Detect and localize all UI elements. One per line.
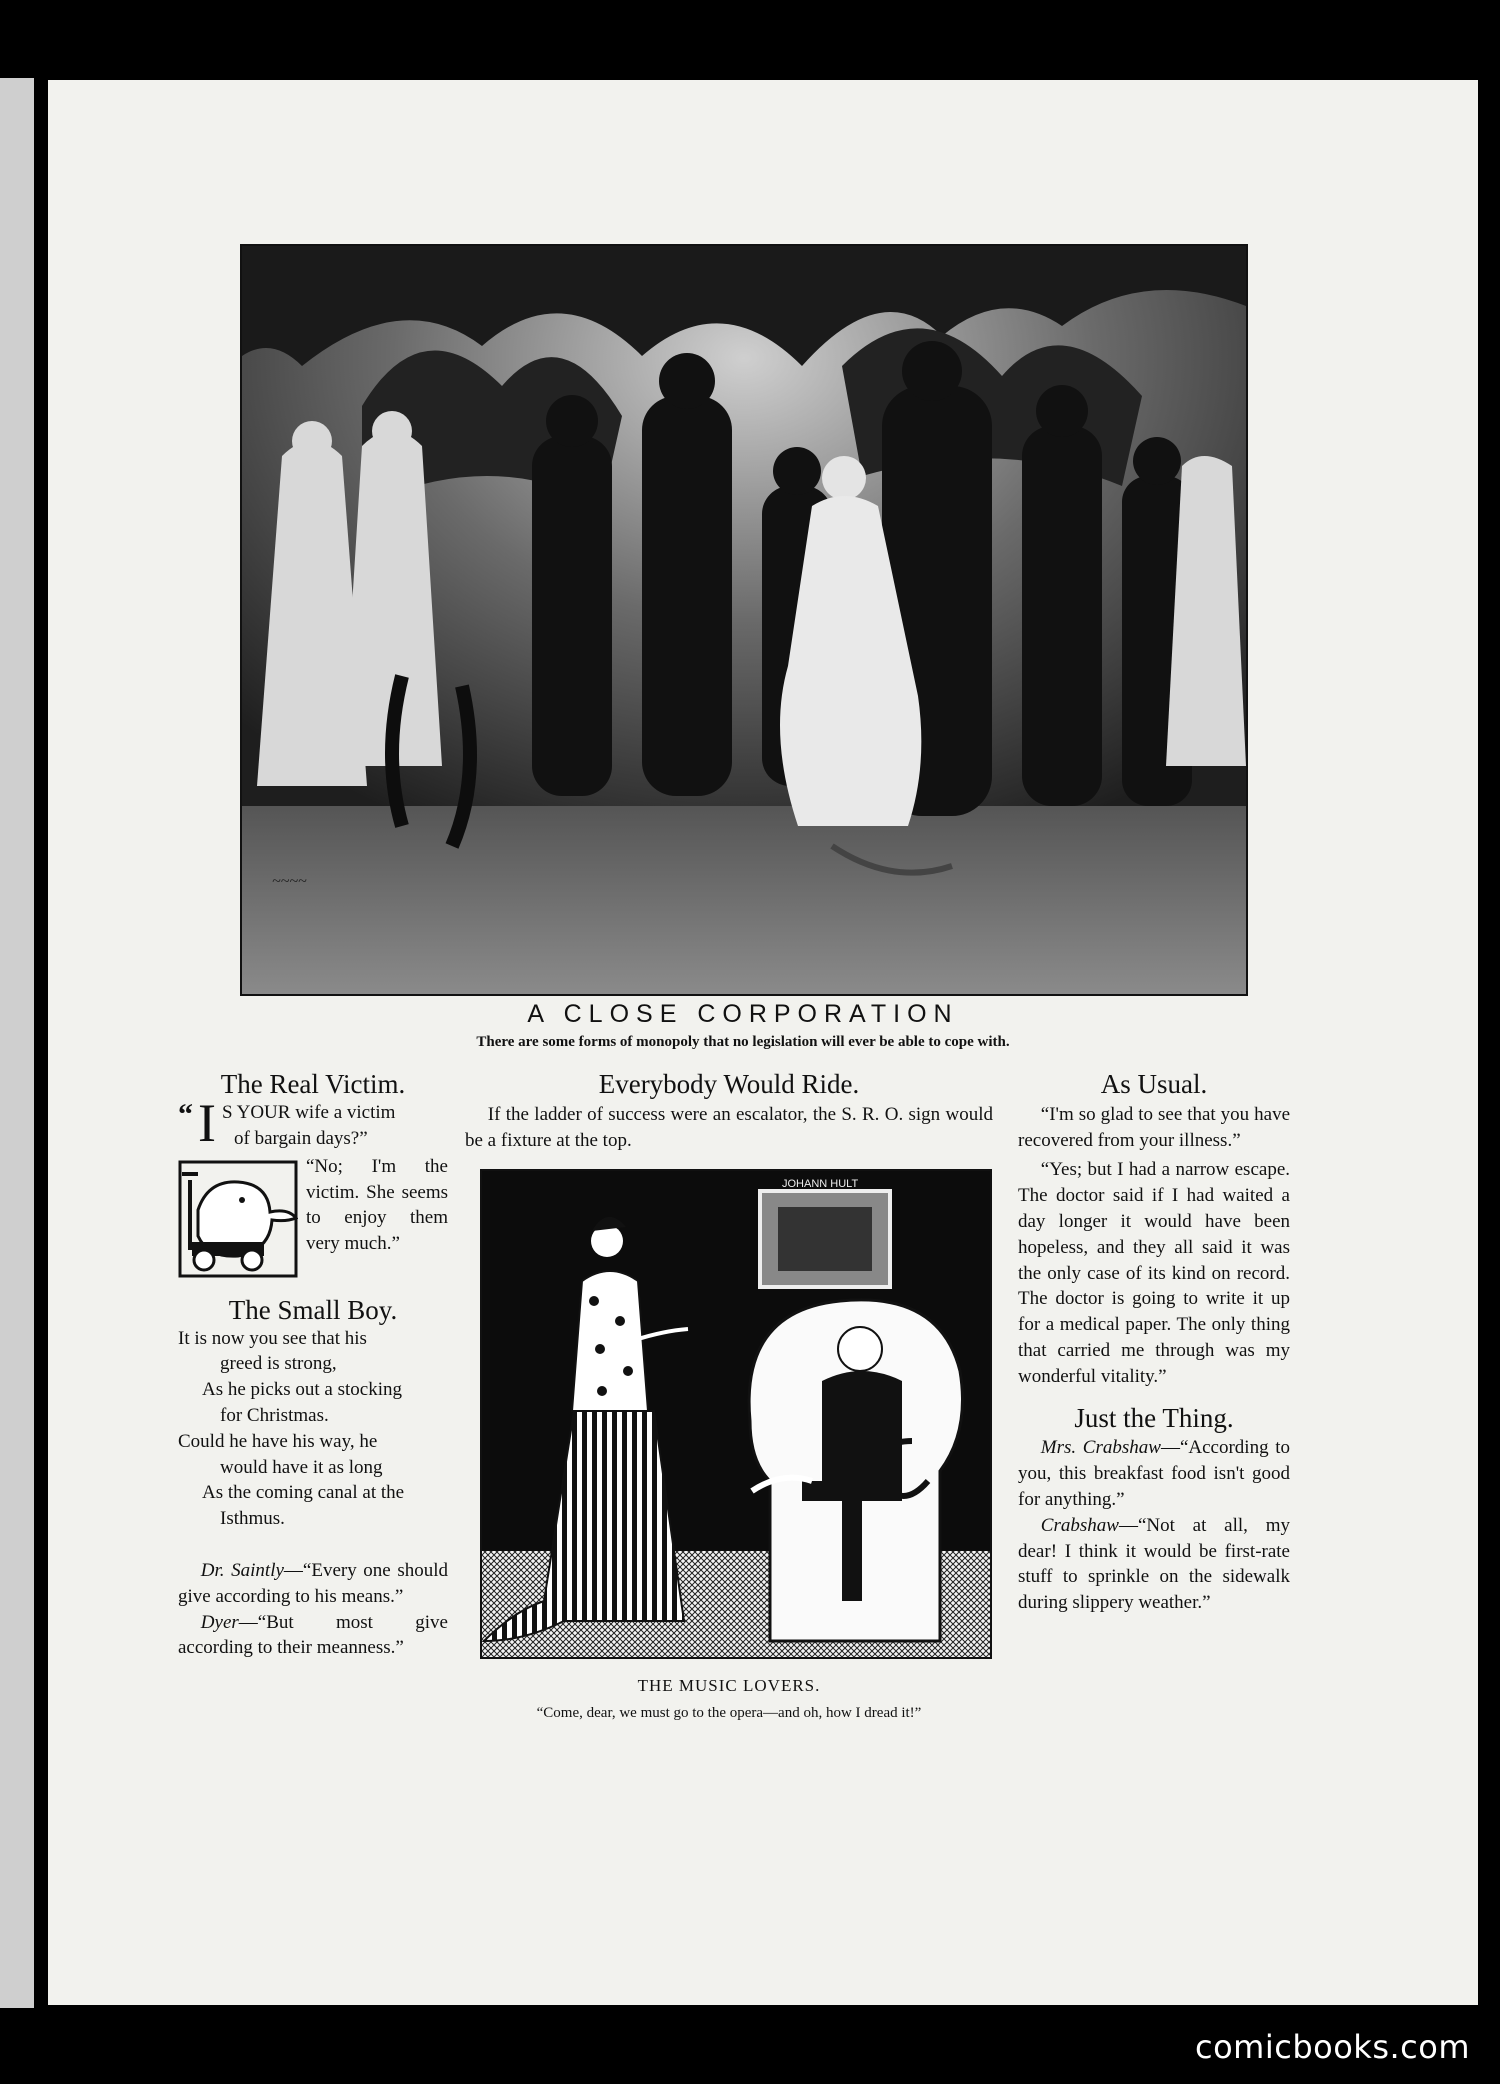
speaker-dyer: Dyer	[200, 1611, 239, 1633]
svg-text:~~~~: ~~~~	[272, 873, 307, 890]
poem-line: greed is strong,	[220, 1353, 337, 1375]
small-boy-poem	[178, 1326, 448, 1532]
poem-line: would have it as long	[220, 1456, 383, 1478]
as-usual-paragraph-1: “I'm so glad to see that you have recovered from your illness.”	[1018, 1103, 1290, 1151]
as-usual-heading: As Usual.	[1100, 1069, 1208, 1099]
real-victim-reply: “No; I'm the victim. She seems to enjoy them very much.”	[306, 1155, 448, 1255]
adjacent-page-edge	[0, 78, 34, 2008]
close-corporation-illustration	[240, 244, 1248, 996]
everybody-would-ride-heading: Everybody Would Ride.	[598, 1069, 860, 1099]
drop-cap: I	[198, 1092, 216, 1153]
poem-line: It is now you see that his	[178, 1327, 367, 1349]
small-boy-heading: The Small Boy.	[228, 1294, 398, 1325]
duck-toy-illustration	[178, 1160, 298, 1278]
poem-line: Isthmus.	[220, 1508, 285, 1530]
left-column	[178, 1069, 449, 1661]
poem-line: As the coming canal at the	[202, 1482, 405, 1504]
saintly-line: —“Every one should give according to his means.”	[178, 1559, 449, 1607]
everybody-would-ride-text: If the ladder of success were an escalator, the S. R. O. sign would be a fixture at the top.	[465, 1103, 993, 1151]
music-lovers-caption: “Come, dear, we must go to the opera—and oh, how I dread it!”	[536, 1705, 922, 1722]
poem-line: for Christmas.	[220, 1404, 329, 1426]
cartoon-signature: JOHANN HULT	[782, 1178, 859, 1191]
illustration-title: A CLOSE CORPORATION	[527, 1000, 959, 1028]
saintly-joke	[178, 1558, 448, 1661]
real-victim-line-2: of bargain days?”	[234, 1127, 368, 1149]
crabshaw-line: —“Not at all, my dear! I think it would be first-rate stuff to sprinkle on the sidewalk during slippery weather.”	[1018, 1514, 1290, 1614]
real-victim-article	[178, 1092, 448, 1282]
middle-column	[465, 1069, 993, 1727]
real-victim-heading: The Real Victim.	[220, 1069, 406, 1099]
poem-line: As he picks out a stocking	[202, 1379, 403, 1401]
speaker-crabshaw: Crabshaw	[1040, 1514, 1119, 1536]
mrs-crabshaw-line: —“According to you, this breakfast food isn't good for anything.”	[1018, 1437, 1291, 1510]
real-victim-line-1: S YOUR wife a victim	[222, 1101, 396, 1123]
speaker-mrs-crabshaw: Mrs. Crabshaw	[1040, 1437, 1161, 1459]
watermark: comicbooks.com	[1194, 2028, 1470, 2066]
illustration-subtitle: There are some forms of monopoly that no legislation will ever be able to cope with.	[476, 1034, 1010, 1050]
dyer-line: —“But most give according to their meanness.”	[178, 1611, 448, 1659]
opening-quote: “	[178, 1097, 193, 1131]
right-column	[1018, 1069, 1291, 1616]
music-lovers-cartoon	[480, 1169, 992, 1659]
speaker-saintly: Dr. Saintly	[200, 1559, 284, 1581]
music-lovers-title: THE MUSIC LOVERS.	[637, 1676, 821, 1696]
just-the-thing-heading: Just the Thing.	[1074, 1402, 1234, 1433]
poem-line: Could he have his way, he	[178, 1430, 378, 1452]
as-usual-paragraph-2: “Yes; but I had a narrow escape. The doctor said if I had waited a day longer it would have been hopeless, and they all said it was the only case of its kind on record. The doctor is going to write it up for a medical paper. The only thing that carried me through was my wonderful vitality.”	[1018, 1159, 1290, 1387]
